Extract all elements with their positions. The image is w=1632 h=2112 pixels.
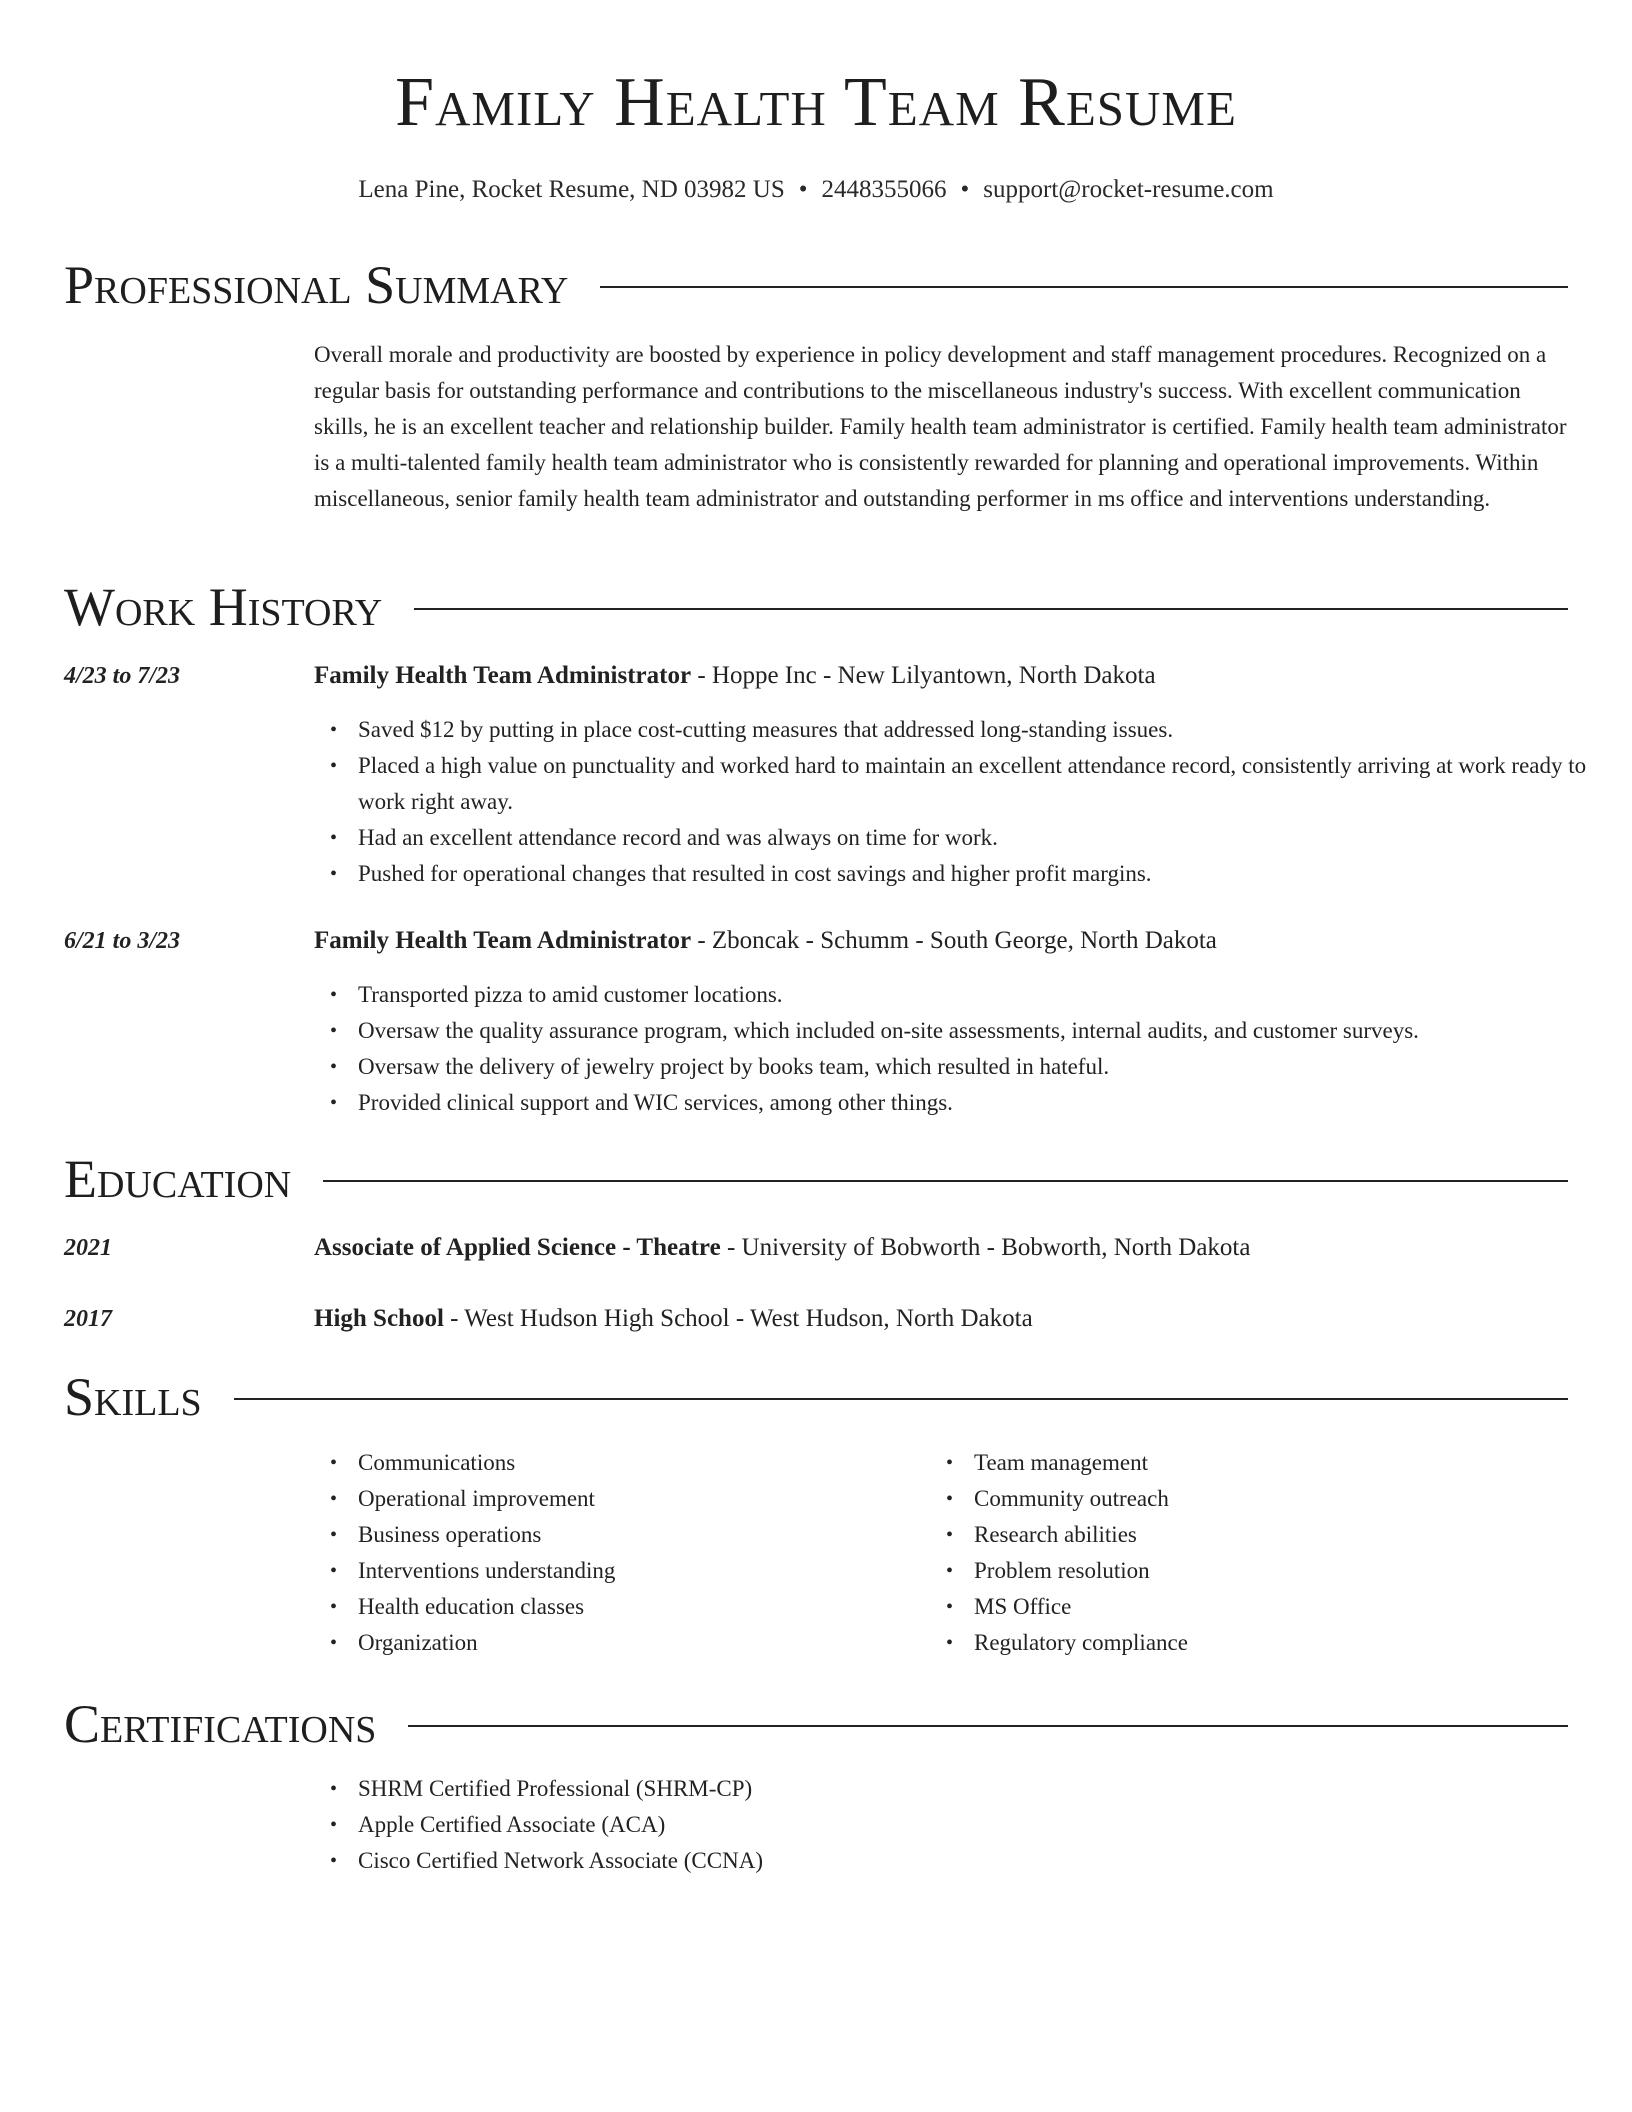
list-item: • Saved $12 by putting in place cost-cutting measures that addressed long-standing issues. — [358, 712, 1612, 748]
skill-item: • Community outreach — [974, 1481, 1568, 1517]
certification-item: • Cisco Certified Network Associate (CCNA) — [358, 1843, 1612, 1879]
skill-item: • Communications — [358, 1445, 918, 1481]
section-header-education — [64, 1144, 1568, 1214]
list-item: • Oversaw the quality assurance program, which included on-site assessments, internal audits, and customer surveys. — [358, 1013, 1612, 1049]
contact-separator: • — [798, 176, 808, 203]
certification-item: • SHRM Certified Professional (SHRM-CP) — [358, 1771, 1612, 1807]
skill-item: • MS Office — [974, 1589, 1568, 1625]
section-title: Certifications — [64, 1694, 377, 1754]
certifications-list — [314, 1771, 1612, 1879]
job-title: Family Health Team Administrator — [314, 662, 692, 689]
contact-line — [64, 173, 1568, 207]
list-item: • Oversaw the delivery of jewelry project by books team, which resulted in hateful. — [358, 1049, 1612, 1085]
contact-phone: 2448355066 — [821, 176, 947, 203]
contact-address: Lena Pine, Rocket Resume, ND 03982 US — [358, 176, 785, 203]
skill-item: • Regulatory compliance — [974, 1625, 1568, 1661]
section-divider — [600, 286, 1568, 288]
list-item: • Provided clinical support and WIC services, among other things. — [358, 1085, 1612, 1121]
contact-separator: • — [960, 176, 970, 203]
section-divider — [408, 1725, 1568, 1727]
skill-item: • Team management — [974, 1445, 1568, 1481]
job-heading: Family Health Team Administrator - Zboncak - Schumm - South George, North Dakota — [314, 927, 1217, 954]
job-title: Family Health Team Administrator — [314, 927, 692, 954]
education-year: 2021 — [64, 1235, 112, 1261]
skill-item: • Operational improvement — [358, 1481, 918, 1517]
education-degree: Associate of Applied Science - Theatre — [314, 1234, 721, 1261]
skill-item: • Business operations — [358, 1517, 918, 1553]
section-title: Professional Summary — [64, 255, 569, 315]
section-divider — [414, 608, 1568, 610]
job-bullets — [314, 712, 1612, 892]
section-header-certifications — [64, 1689, 1568, 1759]
job-dates: 6/21 to 3/23 — [64, 928, 181, 954]
education-degree: High School — [314, 1305, 444, 1332]
skills-list-left — [314, 1445, 918, 1661]
skill-item: • Interventions understanding — [358, 1553, 918, 1589]
skill-item: • Health education classes — [358, 1589, 918, 1625]
education-heading: Associate of Applied Science - Theatre - University of Bobworth - Bobworth, North Dakota — [314, 1234, 1251, 1261]
education-heading: High School - West Hudson High School - West Hudson, North Dakota — [314, 1305, 1033, 1332]
education-school: West Hudson High School - West Hudson, North Dakota — [464, 1305, 1033, 1332]
section-header-summary — [64, 250, 1568, 320]
list-item: • Had an excellent attendance record and was always on time for work. — [358, 820, 1612, 856]
list-item: • Placed a high value on punctuality and worked hard to maintain an excellent attendance record, consistently arriving at work ready to work right away. — [358, 748, 1612, 820]
summary-paragraph: Overall morale and productivity are boosted by experience in policy development and staff management procedures. Recognized on a regular basis for outstanding performance and contributions to the miscellaneous industry's success. With excellent communication skills, he is an excellent teacher and relationship builder. Family health team administrator is certified. Family health team administrator is a multi-talented family health team administrator who is consistently rewarded for planning and operational improvements. Within miscellaneous, senior family health team administrator and outstanding performer in ms office and interventions understanding. — [314, 342, 1567, 511]
contact-email: support@rocket-resume.com — [983, 176, 1274, 203]
section-title: Work History — [64, 577, 383, 637]
section-title: Education — [64, 1149, 292, 1209]
section-title: Skills — [64, 1367, 202, 1427]
job-dates: 4/23 to 7/23 — [64, 663, 181, 689]
skill-item: • Problem resolution — [974, 1553, 1568, 1589]
skill-item: • Organization — [358, 1625, 918, 1661]
list-item: • Pushed for operational changes that resulted in cost savings and higher profit margins. — [358, 856, 1612, 892]
list-item: • Transported pizza to amid customer locations. — [358, 977, 1612, 1013]
job-company: Zboncak - Schumm - South George, North Dakota — [711, 927, 1217, 954]
job-bullets — [314, 977, 1612, 1121]
job-heading: Family Health Team Administrator - Hoppe Inc - New Lilyantown, North Dakota — [314, 662, 1156, 689]
skill-item: • Research abilities — [974, 1517, 1568, 1553]
skills-list-right — [930, 1445, 1568, 1661]
certification-item: • Apple Certified Associate (ACA) — [358, 1807, 1612, 1843]
resume-title: Family Health Team Resume — [395, 64, 1237, 141]
section-divider — [323, 1180, 1568, 1182]
section-header-skills — [64, 1362, 1568, 1432]
section-divider — [234, 1398, 1568, 1400]
section-header-work-history — [64, 572, 1568, 642]
education-year: 2017 — [64, 1306, 112, 1332]
education-school: University of Bobworth - Bobworth, North Dakota — [741, 1234, 1251, 1261]
job-company: Hoppe Inc - New Lilyantown, North Dakota — [711, 662, 1156, 689]
